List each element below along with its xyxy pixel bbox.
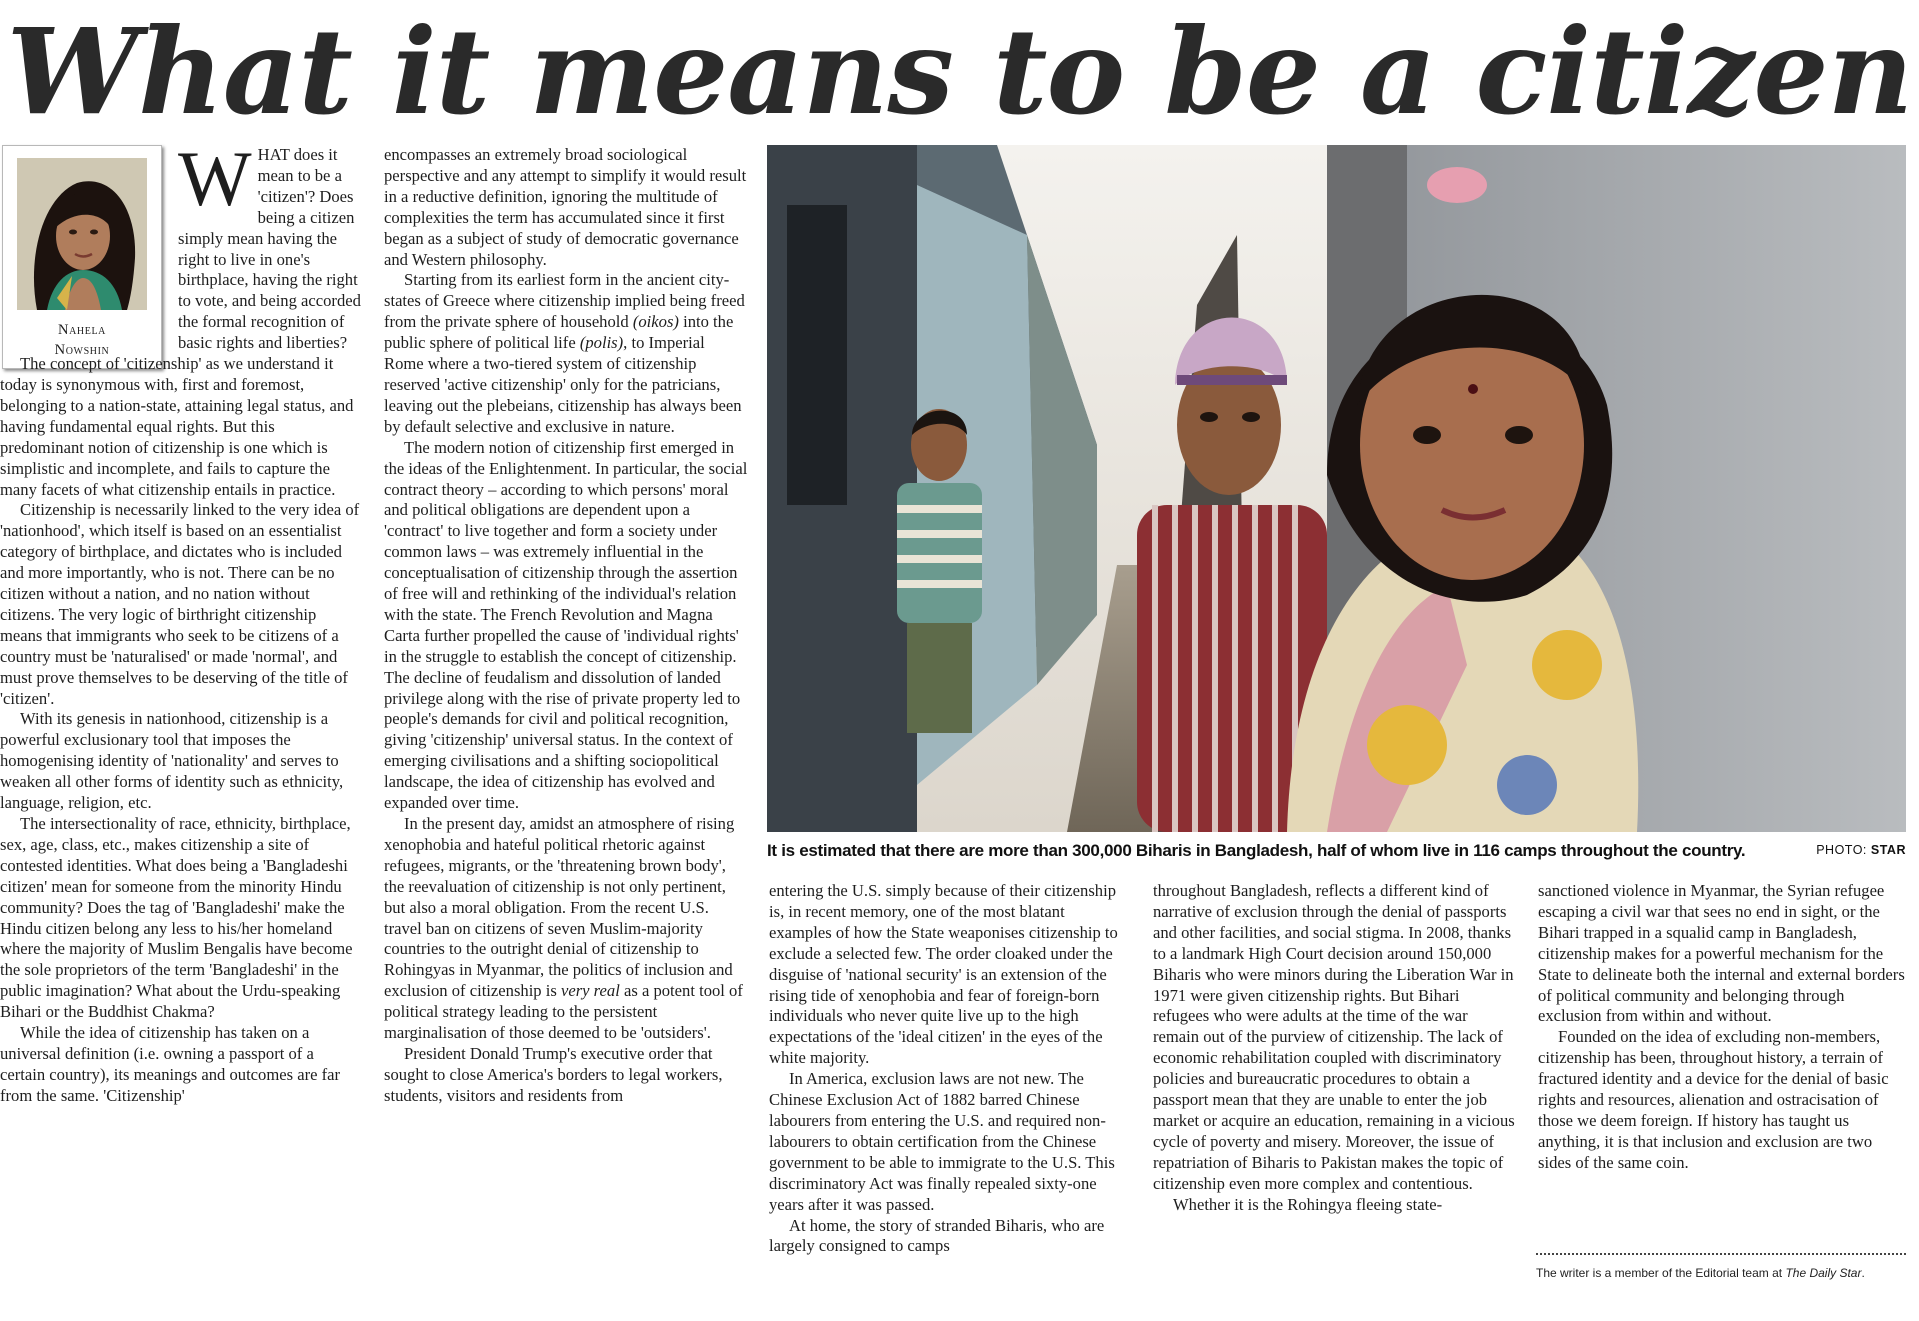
paragraph: While the idea of citizenship has taken on a universal definition (i.e. owning a passport of a certain country), its meanings and outcomes are far from the same. 'Citizenship' bbox=[0, 1023, 341, 1105]
paragraph: In America, exclusion laws are not new. The Chinese Exclusion Act of 1882 barred Chinese labourers from entering the U.S. and required non-labourers to obtain certification from the Chinese government to be able to immigrate to the U.S. This discriminatory Act was finally repealed sixty-one years after it was passed. bbox=[769, 1069, 1115, 1214]
paragraph bbox=[384, 814, 748, 1044]
paragraph bbox=[384, 270, 748, 437]
paragraph: The modern notion of citizenship first emerged in the ideas of the Enlightenment. In particular, the social contract theory – according to which persons' moral and political obligations are dependent upon a 'contract' to live together and form a society under common laws – was extremely influential in the conceptualisation of citizenship through the assertion of free will and rethinking of the individual's relation with the state. The French Revolution and Magna Carta further propelled the cause of 'individual rights' in the struggle to establish the concept of citizenship. The decline of feudalism and dissolution of landed privilege along with the rise of private property led to people's demands for civil and political recognition, giving 'citizenship' universal status. In the context of emerging civilisations and a shifting sociopolitical landscape, the idea of citizenship has evolved and expanded over time. bbox=[384, 437, 748, 813]
paragraph-text: as a potent tool of political strategy leading to the persistent marginalisation of those deemed to be 'outsiders'. bbox=[384, 981, 743, 1043]
paragraph: The intersectionality of race, ethnicity, birthplace, sex, age, class, etc., makes citizenship a site of contested identities. What does being a 'Bangladeshi citizen' mean for someone from the minority Hindu community? Does the tag of 'Bangladeshi' make the Hindu citizen belong any less to his/her homeland where the majority of Muslim Bengalis have become the sole proprietors of the term 'Bangladeshi' in the public imagination? What about the Urdu-speaking Bihari or the Buddhist Chakma? bbox=[0, 814, 353, 1022]
writer-note-end: . bbox=[1861, 1266, 1865, 1280]
column-2 bbox=[384, 145, 748, 1107]
paragraph: Citizenship is necessarily linked to the very idea of 'nationhood', which itself is based on an essentialist category of birthplace, and dictates who is included and more importantly, who is not. There can be no citizen without a nation, and no nation without citizens. The very logic of birthright citizenship means that immigrants who seek to be citizens of a country must be 'naturalised' or made 'normal', and must prove themselves to be deserving of the title of 'citizen'. bbox=[0, 500, 360, 708]
column-5 bbox=[1538, 881, 1908, 1174]
paragraph bbox=[178, 135, 362, 354]
publication-name: The Daily Star bbox=[1785, 1266, 1862, 1280]
column-3 bbox=[769, 881, 1131, 1257]
paragraph: throughout Bangladesh, reflects a different kind of narrative of exclusion through the denial of passports and other facilities, and social stigma. In 2008, thanks to a landmark High Court decision around 150,000 Biharis who were minors during the Liberation War in 1971 were given citizenship rights. But Bihari refugees who were adults at the time of the war remain out of the purview of citizenship. The lack of economic rehabilitation coupled with discriminatory policies and bureaucratic procedures to obtain a passport mean that they are unable to enter the job market or acquire an education, remaining in a vicious cycle of poverty and misery. Moreover, the issue of repatriation of Biharis to Pakistan makes the topic of citizenship even more complex and contentious. bbox=[1153, 881, 1515, 1193]
paragraph-text: HAT does it mean to be a 'citizen'? Does being a citizen simply mean having the right to live in one's birthplace, having the right to vote, and being accorded the formal recognition of basic rights and liberties? bbox=[178, 145, 361, 353]
headline: What it means to be a citizen bbox=[6, 2, 1913, 141]
column-1 bbox=[0, 135, 362, 1107]
credit-label: PHOTO: bbox=[1816, 843, 1867, 857]
paragraph-text: Starting from its earliest form in the ancient city-states of Greece where citizenship implied being freed from the private sphere of household bbox=[384, 270, 745, 332]
paragraph-text: , to Imperial Rome where a two-tiered system of citizenship reserved 'active citizenship' only for the patricians, leaving out the plebeians, citizenship has always been by default selective and exclusive in nature. bbox=[384, 333, 742, 436]
writer-note bbox=[1536, 1253, 1906, 1281]
photo-credit bbox=[1816, 843, 1906, 857]
paragraph: At home, the story of stranded Biharis, who are largely consigned to camps bbox=[769, 1215, 1105, 1256]
drop-cap: W bbox=[178, 135, 252, 222]
paragraph: entering the U.S. simply because of their citizenship is, in recent memory, one of the most blatant examples of how the State weaponises citizenship to exclude a selected few. The order cloaked under the disguise of 'national security' is an extension of the rising tide of xenophobia and fear of foreign-born individuals who never quite live up to the high expectations of the 'ideal citizen' in the eyes of the white majority. bbox=[769, 881, 1118, 1068]
writer-note-text: The writer is a member of the Editorial team at bbox=[1536, 1266, 1783, 1280]
caption-text: It is estimated that there are more than 300,000 Biharis in Bangladesh, half of whom live in 116 camps throughout the country. bbox=[767, 841, 1746, 860]
italic-term: (oikos) bbox=[632, 312, 679, 332]
paragraph-text: In the present day, amidst an atmosphere of rising xenophobia and hateful political rhetoric against refugees, migrants, or the 'threatening brown body', the reevaluation of citizenship is not only pertinent, but also a moral obligation. From the recent U.S. travel ban on citizens of seven Muslim-majority countries to the outright denial of citizenship to Rohingyas in Myanmar, the politics of inclusion and exclusion of citizenship is bbox=[384, 814, 735, 1001]
author-name-line2: Nowshin bbox=[54, 342, 110, 358]
photo-caption bbox=[767, 841, 1906, 865]
paragraph: Whether it is the Rohingya fleeing state- bbox=[1173, 1194, 1443, 1214]
credit-source: STAR bbox=[1870, 843, 1906, 857]
paragraph: President Donald Trump's executive order that sought to close America's borders to legal workers, students, visitors and residents from bbox=[384, 1043, 723, 1105]
italic-term: very real bbox=[560, 981, 620, 1001]
author-name-line1: Nahela bbox=[58, 322, 106, 338]
paragraph: encompasses an extremely broad sociological perspective and any attempt to simplify it would result in a reductive definition, ignoring the multitude of complexities the term has accumulated since it first began as a subject of study of democratic governance and Western philosophy. bbox=[384, 145, 747, 269]
italic-term: (polis) bbox=[579, 333, 624, 353]
paragraph: Founded on the idea of excluding non-members, citizenship has been, throughout history, a terrain of fractured identity and a device for the denial of basic rights and resources, alienation and ostracisation of those we deem foreign. If history has taught us anything, it is that inclusion and exclusion are two sides of the same coin. bbox=[1538, 1027, 1889, 1172]
bihari-children-photo bbox=[767, 145, 1906, 832]
column-4 bbox=[1153, 881, 1515, 1216]
paragraph: sanctioned violence in Myanmar, the Syrian refugee escaping a civil war that sees no end in sight, or the Bihari trapped in a squalid camp in Bangladesh, citizenship makes for a powerful mechanism for the State to delineate both the internal and external borders of political community and belonging through exclusion from within and without. bbox=[1538, 881, 1905, 1026]
paragraph: The concept of 'citizenship' as we understand it today is synonymous with, first and foremost, belonging to a nation-state, attaining legal status, and having fundamental equal rights. But this predominant notion of citizenship is one which is simplistic and incomplete, and fails to capture the many facets of what citizenship entails in practice. bbox=[0, 354, 354, 499]
paragraph: With its genesis in nationhood, citizenship is a powerful exclusionary tool that imposes the homogenising identity of 'nationality' and serves to weaken all other forms of identity such as ethnicity, language, religion, etc. bbox=[0, 709, 344, 813]
paragraph-text: into the public sphere of political life bbox=[384, 312, 734, 353]
